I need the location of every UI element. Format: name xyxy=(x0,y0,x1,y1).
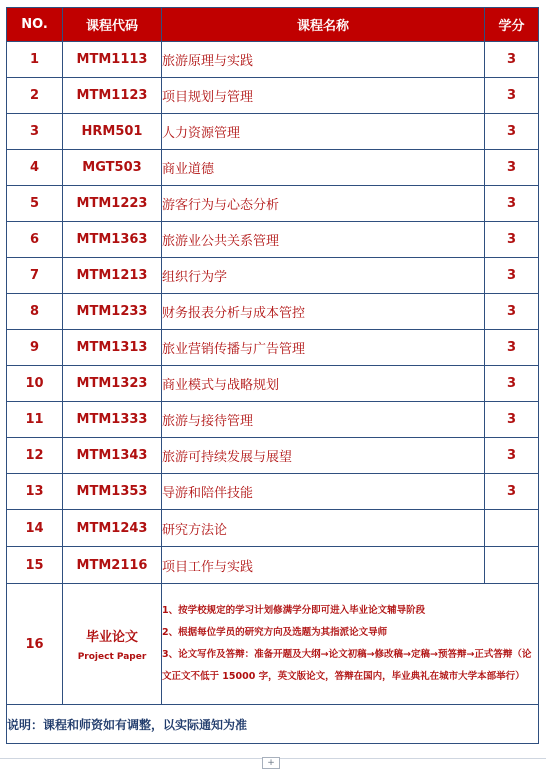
row-credit: 3 xyxy=(485,330,539,366)
course-table xyxy=(6,7,539,744)
table-row xyxy=(7,114,539,150)
table-row xyxy=(7,186,539,222)
row-code: MTM1243 xyxy=(63,510,162,547)
table-row xyxy=(7,150,539,186)
thesis-title-en: Project Paper xyxy=(77,652,147,662)
row-name: 旅游原理与实践 xyxy=(162,42,485,78)
row-name: 商业道德 xyxy=(162,150,485,186)
table-row xyxy=(7,42,539,78)
header-row xyxy=(7,8,539,42)
thesis-notes xyxy=(162,584,539,705)
row-code: MTM1123 xyxy=(63,78,162,114)
row-credit: 3 xyxy=(485,42,539,78)
row-name: 财务报表分析与成本管控 xyxy=(162,294,485,330)
row-name: 旅游可持续发展与展望 xyxy=(162,438,485,474)
row-credit: 3 xyxy=(485,366,539,402)
row-credit: 3 xyxy=(485,222,539,258)
table-resize-handle[interactable]: + xyxy=(262,757,280,769)
thesis-row xyxy=(7,584,539,705)
thesis-no: 16 xyxy=(7,584,63,705)
row-name: 旅游与接待管理 xyxy=(162,402,485,438)
row-code: MGT503 xyxy=(63,150,162,186)
row-name: 游客行为与心态分析 xyxy=(162,186,485,222)
row-credit: 3 xyxy=(485,438,539,474)
row-name: 导游和陪伴技能 xyxy=(162,474,485,510)
row-credit: 3 xyxy=(485,402,539,438)
row-no: 15 xyxy=(7,547,63,584)
row-code: MTM1223 xyxy=(63,186,162,222)
row-no: 10 xyxy=(7,366,63,402)
row-code: MTM1113 xyxy=(63,42,162,78)
row-credit xyxy=(485,510,539,547)
row-no: 1 xyxy=(7,42,63,78)
course-table-container xyxy=(6,7,538,744)
header-no: NO. xyxy=(7,8,63,42)
row-no: 9 xyxy=(7,330,63,366)
row-credit: 3 xyxy=(485,150,539,186)
row-name: 旅业营销传播与广告管理 xyxy=(162,330,485,366)
footer-note: 说明：课程和师资如有调整，以实际通知为准 xyxy=(7,705,539,744)
header-credit: 学分 xyxy=(485,8,539,42)
table-row xyxy=(7,258,539,294)
row-code: MTM2116 xyxy=(63,547,162,584)
row-credit: 3 xyxy=(485,186,539,222)
row-name: 组织行为学 xyxy=(162,258,485,294)
table-row xyxy=(7,222,539,258)
row-credit: 3 xyxy=(485,258,539,294)
row-code: MTM1213 xyxy=(63,258,162,294)
row-credit: 3 xyxy=(485,294,539,330)
row-name: 人力资源管理 xyxy=(162,114,485,150)
row-code: MTM1363 xyxy=(63,222,162,258)
row-code: MTM1353 xyxy=(63,474,162,510)
table-row xyxy=(7,330,539,366)
table-row xyxy=(7,366,539,402)
table-row xyxy=(7,510,539,547)
row-no: 5 xyxy=(7,186,63,222)
row-no: 14 xyxy=(7,510,63,547)
row-name: 商业模式与战略规划 xyxy=(162,366,485,402)
row-no: 13 xyxy=(7,474,63,510)
table-row xyxy=(7,438,539,474)
thesis-title-zh: 毕业论文 xyxy=(85,630,138,645)
thesis-note-3: 3、论文写作及答辩：准备开题及大纲→论文初稿→修改稿→定稿→预答辩→正式答辩（论文正文不低于 15000 字，英文版论文，答辩在国内，毕业典礼在城市大学本部举行） xyxy=(162,649,532,682)
row-no: 2 xyxy=(7,78,63,114)
row-code: MTM1343 xyxy=(63,438,162,474)
row-name: 项目工作与实践 xyxy=(162,547,485,584)
course-body xyxy=(7,42,539,584)
row-no: 8 xyxy=(7,294,63,330)
row-credit: 3 xyxy=(485,474,539,510)
row-credit xyxy=(485,547,539,584)
row-no: 11 xyxy=(7,402,63,438)
table-row xyxy=(7,78,539,114)
row-name: 旅游业公共关系管理 xyxy=(162,222,485,258)
row-credit: 3 xyxy=(485,114,539,150)
row-name: 研究方法论 xyxy=(162,510,485,547)
table-row xyxy=(7,294,539,330)
row-name: 项目规划与管理 xyxy=(162,78,485,114)
row-credit: 3 xyxy=(485,78,539,114)
row-code: MTM1333 xyxy=(63,402,162,438)
row-no: 6 xyxy=(7,222,63,258)
table-row xyxy=(7,547,539,584)
row-no: 7 xyxy=(7,258,63,294)
thesis-note-2: 2、根据每位学员的研究方向及选题为其指派论文导师 xyxy=(162,627,388,638)
header-name: 课程名称 xyxy=(162,8,485,42)
thesis-title-cell xyxy=(63,584,162,705)
row-no: 12 xyxy=(7,438,63,474)
row-no: 3 xyxy=(7,114,63,150)
row-code: MTM1233 xyxy=(63,294,162,330)
row-code: HRM501 xyxy=(63,114,162,150)
row-code: MTM1313 xyxy=(63,330,162,366)
thesis-note-1: 1、按学校规定的学习计划修满学分即可进入毕业论文辅导阶段 xyxy=(162,605,426,616)
table-row xyxy=(7,474,539,510)
row-code: MTM1323 xyxy=(63,366,162,402)
table-row xyxy=(7,402,539,438)
row-no: 4 xyxy=(7,150,63,186)
footer-row xyxy=(7,705,539,744)
header-code: 课程代码 xyxy=(63,8,162,42)
